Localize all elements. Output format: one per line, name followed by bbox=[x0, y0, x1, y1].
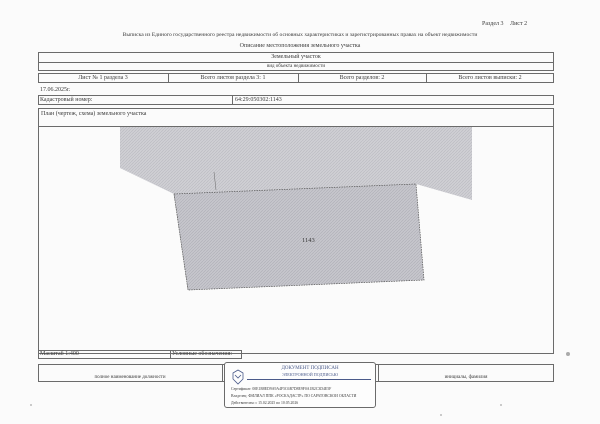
section-label: Раздел 3 bbox=[482, 21, 504, 27]
plan-caption: План (чертеж, схема) земельного участка bbox=[41, 111, 147, 117]
emblem-icon bbox=[231, 369, 245, 385]
cadastral-label: Кадастровый номер: bbox=[40, 97, 93, 103]
initials-caption: инициалы, фамилия bbox=[444, 375, 488, 380]
document-title: Выписка из Единого государственного реестра недвижимости об основных характеристиках и зарегистрированных правах на объект недвижимости bbox=[122, 32, 478, 38]
total-sections: Всего разделов: 2 bbox=[339, 75, 385, 81]
position-caption: полное наименование должности bbox=[94, 375, 166, 380]
document-subtitle: Описание местоположения земельного участка bbox=[239, 43, 361, 49]
legend-label: Условные обозначения: bbox=[172, 351, 233, 357]
scale-label: Масштаб 1:400 bbox=[40, 351, 79, 357]
stamp-title: ДОКУМЕНТ ПОДПИСАН bbox=[281, 366, 339, 371]
stamp-owner: Владелец: ФИЛИАЛ ППК «РОСКАДАСТР» ПО САРАТОВСКОЙ ОБЛАСТИ bbox=[231, 394, 357, 398]
stamp-certificate: Сертификат: 00E1B8ED9A9A4F5C6B7D8E9F0A1B2C3D4E5F bbox=[231, 387, 332, 391]
e-signature-stamp bbox=[224, 362, 376, 408]
sheet-label: Лист 2 bbox=[510, 21, 528, 27]
sheet-number: Лист № 1 раздела 3 bbox=[78, 75, 128, 81]
cadastral-number: 64:29:050302:1143 bbox=[235, 97, 282, 103]
parcel-plan bbox=[38, 108, 554, 354]
parcel-label: 1143 bbox=[302, 237, 315, 244]
extract-date: 17.06.2025г. bbox=[40, 87, 71, 93]
stamp-validity: Действителен: с 15.02.2025 по 10.05.2026 bbox=[231, 401, 299, 405]
object-type: Земельный участок bbox=[271, 54, 321, 60]
cadastral-row bbox=[38, 95, 554, 105]
total-sheets-section: Всего листов раздела 3: 1 bbox=[200, 75, 266, 81]
object-type-caption: вид объекта недвижимости bbox=[266, 64, 326, 69]
stamp-subtitle: ЭЛЕКТРОННОЙ ПОДПИСЬЮ bbox=[281, 372, 339, 377]
total-sheets-extract: Всего листов выписки: 2 bbox=[458, 75, 522, 81]
parcel-1143 bbox=[174, 184, 424, 290]
